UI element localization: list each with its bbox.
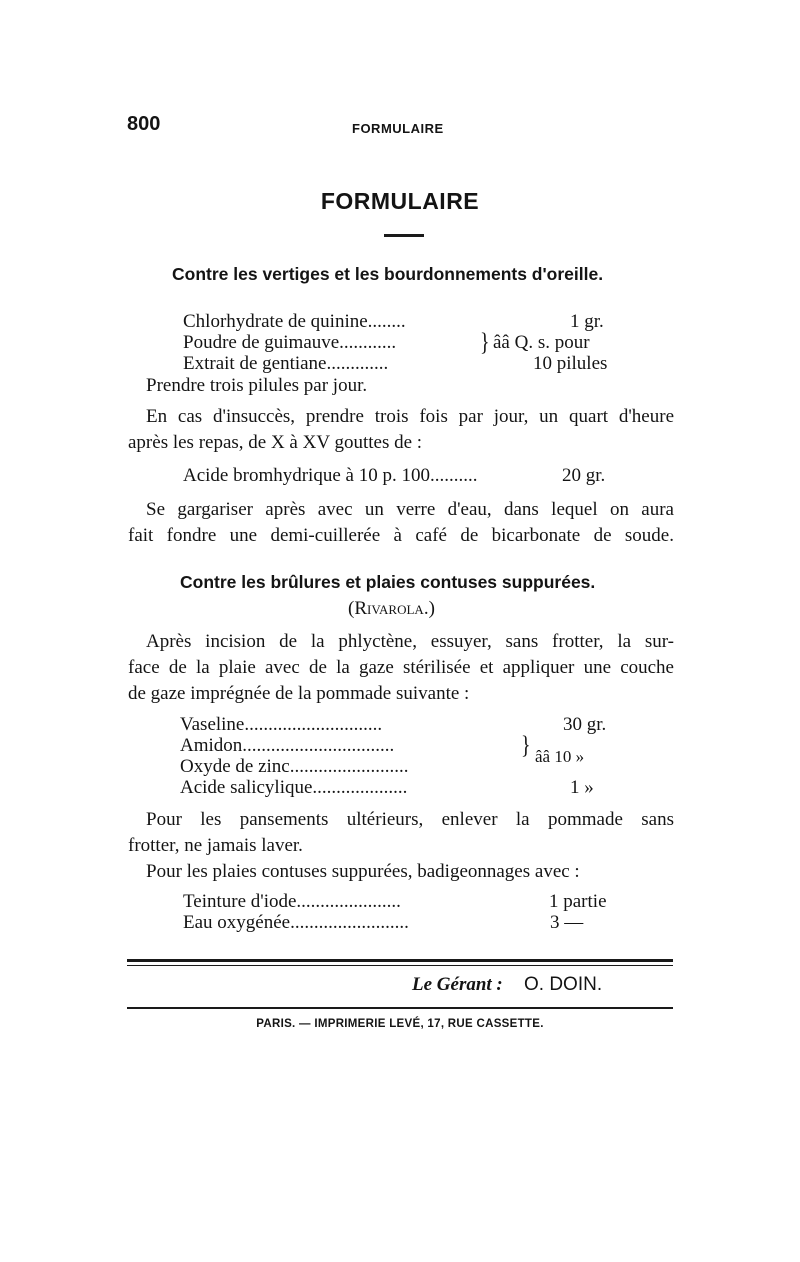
section-heading-vertiges: Contre les vertiges et les bourdonnements d'oreille. — [172, 264, 604, 284]
paragraph-incision-line2: face de la plaie avec de la gaze stérilisée et appliquer une couche — [128, 657, 674, 678]
printer-line: PARIS. — IMPRIMERIE LEVÉ, 17, RUE CASSETTE. — [256, 1018, 544, 1030]
rx-dose-teinture-iode: 1 partie — [549, 891, 607, 912]
gerant-label: Le Gérant : — [412, 974, 503, 995]
brace-pilules: } — [480, 328, 490, 357]
paragraph-badigeonnages: Pour les plaies contuses suppurées, badigeonnages avec : — [146, 861, 580, 882]
rx-dose-pilules-line1: ââ Q. s. pour — [493, 332, 590, 353]
section-author: (Rivarola.) — [348, 598, 435, 619]
rx-dose-amidon-zinc: ââ 10 » — [535, 747, 585, 766]
rx-item-eau-oxygenee: Eau oxygénée......................... — [183, 912, 409, 933]
rx-item-amidon: Amidon................................ — [180, 735, 395, 756]
running-title: FORMULAIRE — [352, 121, 444, 136]
rx-item-acide-bromhydrique: Acide bromhydrique à 10 p. 100.......... — [183, 465, 478, 486]
title-rule — [384, 234, 424, 237]
section-heading-brulures: Contre les brûlures et plaies contuses suppurées. — [180, 572, 596, 592]
paragraph-gargariser-line1: Se gargariser après avec un verre d'eau, dans lequel on aura — [146, 499, 674, 520]
rx-item-vaseline: Vaseline............................. — [180, 714, 383, 735]
gerant-name: O. DOIN. — [524, 974, 603, 995]
page-number: 800 — [127, 113, 161, 135]
instruction-text: Prendre trois pilules par jour. — [146, 375, 368, 396]
page-title: FORMULAIRE — [320, 188, 480, 214]
rx-dose-quinine: 1 gr. — [570, 311, 604, 332]
rx-dose-acide-salicylique: 1 » — [570, 777, 594, 798]
paragraph-incision-line3: de gaze imprégnée de la pommade suivante : — [128, 683, 470, 704]
paragraph-pansements-line2: frotter, ne jamais laver. — [128, 835, 303, 856]
footer-rule-top-thin — [127, 965, 673, 966]
rx-item-acide-salicylique: Acide salicylique.................... — [180, 777, 408, 798]
paragraph-incision-line1: Après incision de la phlyctène, essuyer, sans frotter, la sur- — [146, 631, 674, 652]
paragraph-insucces-line2: après les repas, de X à XV gouttes de : — [128, 432, 423, 453]
rx-item-quinine: Chlorhydrate de quinine........ — [183, 311, 406, 332]
rx-dose-vaseline: 30 gr. — [563, 714, 607, 735]
rx-dose-acide-bromhydrique: 20 gr. — [562, 465, 606, 486]
brace-amidon-zinc: } — [521, 731, 531, 760]
rx-dose-pilules-line2: 10 pilules — [533, 353, 608, 374]
footer-rule-top-thick — [127, 959, 673, 962]
rx-item-gentiane: Extrait de gentiane............. — [183, 353, 389, 374]
paragraph-pansements-line1: Pour les pansements ultérieurs, enlever la pommade sans — [146, 809, 674, 830]
rx-item-guimauve: Poudre de guimauve............ — [183, 332, 397, 353]
rx-item-oxyde-zinc: Oxyde de zinc......................... — [180, 756, 409, 777]
paragraph-gargariser-line2: fait fondre une demi-cuillerée à café de bicarbonate de soude. — [128, 525, 674, 546]
rx-dose-eau-oxygenee: 3 — — [550, 912, 584, 933]
paragraph-insucces-line1: En cas d'insuccès, prendre trois fois par jour, un quart d'heure — [146, 406, 674, 427]
footer-rule-bottom — [127, 1007, 673, 1009]
rx-item-teinture-iode: Teinture d'iode...................... — [183, 891, 401, 912]
